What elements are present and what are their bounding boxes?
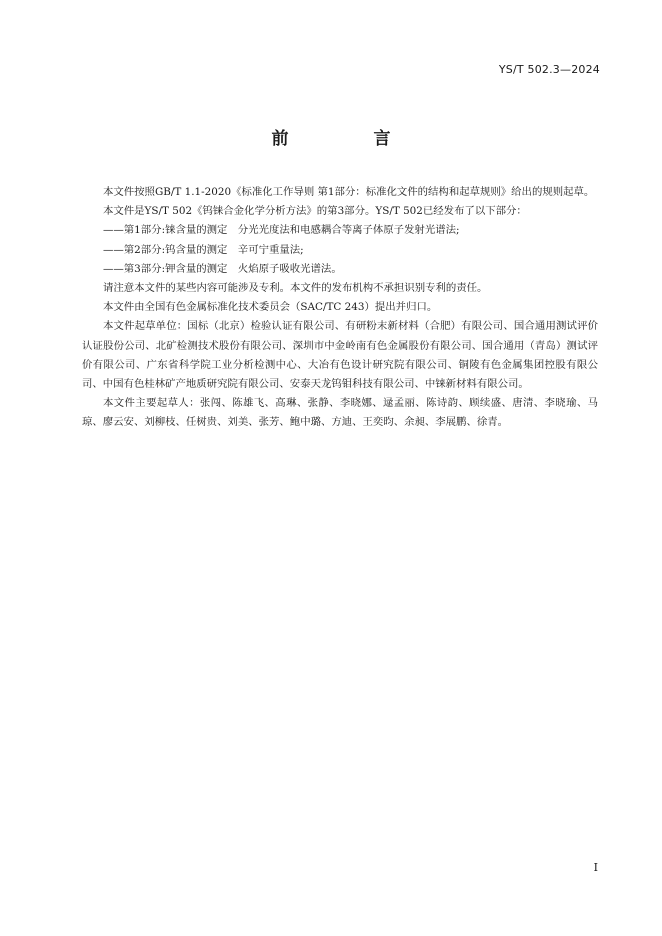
paragraph-drafters: 本文件主要起草人：张闯、陈雄飞、高琳、张静、李晓娜、逯孟丽、陈诗韵、顾续盛、唐清、李晓瑜、马琼、廖云安、刘柳枝、任树贵、刘美、张芳、鲍中璐、方迪、王奕昀、余昶、李展鹏、徐青。 [82,397,598,429]
list-item-part-2: ——第2部分:钨含量的测定 辛可宁重量法; [103,243,304,256]
page-title: 前 言 [271,129,425,149]
paragraph-patent-notice: 请注意本文件的某些内容可能涉及专利。本文件的发布机构不承担识别专利的责任。 [103,282,488,295]
paragraph-drafting-rules: 本文件按照GB/T 1.1-2020《标准化工作导则 第1部分：标准化文件的结构和起草规则》给出的规则起草。 [103,186,595,198]
page-number: I [593,861,598,874]
foreword-body [82,183,598,433]
document-code: YS/T 502.3—2024 [498,63,600,76]
paragraph-drafting-units: 本文件起草单位：国标（北京）检验认证有限公司、有研粉末新材料（合肥）有限公司、国合通用测试评价认证股份公司、北矿检测技术股份有限公司、深圳市中金岭南有色金属股份有限公司、国合通用（青岛）测试评价有限公司、广东省科学院工业分析检测中心、大冶有色设计研究院有限公司、铜陵有色金属集团控股有限公司、中国有色桂林矿产地质研究院有限公司、安泰天龙钨钼科技有限公司、中铼新材料有限公司。 [82,320,598,391]
paragraph-proposer: 本文件由全国有色金属标准化技术委员会（SAC/TC 243）提出并归口。 [103,301,438,314]
paragraph-series-intro: 本文件是YS/T 502《钨铼合金化学分析方法》的第3部分。YS/T 502已经发布了以下部分： [103,205,527,218]
list-item-part-3: ——第3部分:钾含量的测定 火焰原子吸收光谱法。 [103,262,342,275]
list-item-part-1: ——第1部分:铼含量的测定 分光光度法和电感耦合等离子体原子发射光谱法; [103,224,460,237]
